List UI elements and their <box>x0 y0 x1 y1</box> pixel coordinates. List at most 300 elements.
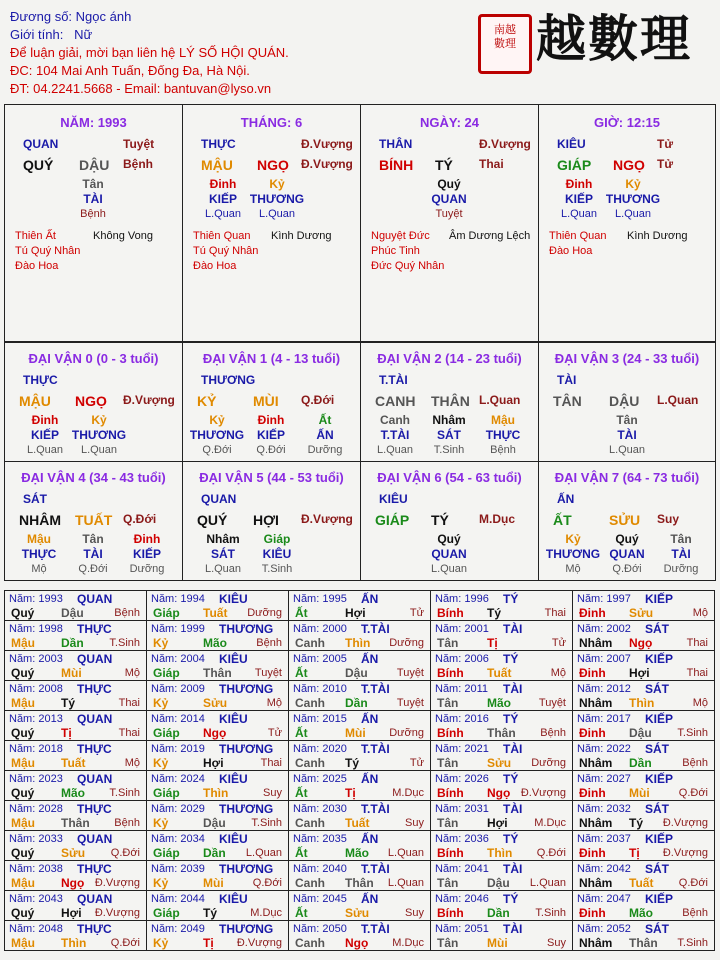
annual-branch: Dậu <box>61 606 84 620</box>
annual-branch: Mùi <box>487 936 508 950</box>
annual-branch: Sửu <box>629 606 654 620</box>
annual-branch: Dần <box>203 846 226 860</box>
contact-line-1: Để luận giải, mời bạn liên hệ LÝ SỐ HỘI QUÁN. <box>10 45 289 60</box>
annual-stem: Mậu <box>11 816 35 830</box>
annual-stem: Tân <box>437 756 459 770</box>
annual-year: Năm: 2008 <box>9 683 63 695</box>
pillar-stem: QUÝ <box>23 157 54 173</box>
annual-stem: Giáp <box>153 906 180 920</box>
dai-van-god: ẤN <box>557 492 575 506</box>
annual-god: SÁT <box>645 682 669 696</box>
annual-branch: Tị <box>345 786 356 800</box>
dai-van-stem: QUÝ <box>197 512 228 528</box>
annual-branch: Thìn <box>629 696 655 710</box>
shensha-star: Đào Hoa <box>193 260 237 272</box>
pillar-cell <box>4 104 183 342</box>
annual-year: Năm: 2025 <box>293 773 347 785</box>
annual-branch: Tuất <box>629 876 654 890</box>
annual-state: Bệnh <box>540 727 566 739</box>
annual-state: Bệnh <box>114 817 140 829</box>
dai-van-god: T.TÀI <box>379 373 408 387</box>
annual-state: T.Sinh <box>677 727 708 739</box>
annual-god: KIẾP <box>645 892 674 906</box>
dai-van-hidden-state: L.Quan <box>608 444 646 456</box>
annual-god: ẤN <box>361 712 379 726</box>
annual-god: KIẾP <box>645 772 674 786</box>
annual-branch: Mão <box>345 846 369 860</box>
dai-van-title: ĐẠI VẬN 6 (54 - 63 tuổi) <box>377 470 522 485</box>
annual-state: Thai <box>686 667 708 679</box>
dai-van-stem: NHÂM <box>19 512 61 528</box>
dai-van-stem: ẤT <box>553 512 572 528</box>
annual-god: THỰC <box>77 802 112 816</box>
annual-state: Đ.Vượng <box>520 787 566 799</box>
annual-year: Năm: 1995 <box>293 593 347 605</box>
annual-god: KIẾP <box>645 592 674 606</box>
annual-branch: Sửu <box>345 906 370 920</box>
annual-branch: Ngọ <box>345 936 369 950</box>
annual-god: THƯƠNG <box>219 742 274 756</box>
annual-cell <box>572 860 715 891</box>
annual-year: Năm: 2028 <box>9 803 63 815</box>
annual-god: KIẾP <box>645 652 674 666</box>
annual-year: Năm: 2018 <box>9 743 63 755</box>
pillar-god: KIÊU <box>557 137 586 151</box>
dai-van-branch: TUẤT <box>75 512 113 528</box>
dai-van-hidden-state: Bệnh <box>490 444 516 456</box>
header-info <box>10 8 480 98</box>
dai-van-hidden-god: THƯƠNG <box>545 547 601 561</box>
annual-stem: Mậu <box>11 876 35 890</box>
annual-year: Năm: 2036 <box>435 833 489 845</box>
annual-cell <box>146 680 289 711</box>
dai-van-state: Q.Đới <box>301 393 335 407</box>
annual-god: TÀI <box>503 622 523 636</box>
annual-branch: Tý <box>61 696 76 710</box>
annual-stem: Nhâm <box>579 876 613 890</box>
annual-branch: Dần <box>487 906 510 920</box>
annual-year: Năm: 2046 <box>435 893 489 905</box>
dai-van-hidden-stem: Kỷ <box>565 532 581 546</box>
annual-cell <box>572 710 715 741</box>
annual-cell <box>4 590 147 621</box>
annual-state: Tuyệt <box>396 667 424 679</box>
annual-cell <box>572 920 715 951</box>
annual-cell <box>4 710 147 741</box>
annual-branch: Mùi <box>61 666 82 680</box>
annual-branch: Hợi <box>345 606 366 620</box>
annual-god: KIÊU <box>219 772 248 786</box>
annual-year: Năm: 2005 <box>293 653 347 665</box>
annual-year: Năm: 2043 <box>9 893 63 905</box>
annual-cell <box>288 800 431 831</box>
contact-line-3: ĐT: 04.2241.5668 - Email: bantuvan@lyso.vn <box>10 81 272 96</box>
pillar-god: THÂN <box>379 137 413 151</box>
dai-van-branch: SỬU <box>609 512 641 528</box>
annual-branch: Tị <box>61 726 72 740</box>
annual-god: QUAN <box>77 832 113 846</box>
annual-stem: Quý <box>11 606 35 620</box>
dai-van-hidden-state: L.Quan <box>376 444 414 456</box>
annual-cell <box>4 800 147 831</box>
annual-year: Năm: 2020 <box>293 743 347 755</box>
annual-state: Mộ <box>550 667 566 679</box>
annual-god: T.TÀI <box>361 862 390 876</box>
annual-branch: Thân <box>61 816 90 830</box>
annual-stem: Tân <box>437 696 459 710</box>
annual-god: KIÊU <box>219 892 248 906</box>
annual-year: Năm: 2051 <box>435 923 489 935</box>
annual-cell <box>430 680 573 711</box>
annual-cell <box>572 890 715 921</box>
hidden-state: L.Quan <box>614 208 652 220</box>
hidden-god: THƯƠNG <box>249 192 305 206</box>
annual-branch: Tuất <box>487 666 512 680</box>
annual-cell <box>4 890 147 921</box>
annual-state: Bệnh <box>114 607 140 619</box>
pillar-branch: NGỌ <box>613 157 645 173</box>
pillar-stem: GIÁP <box>557 157 592 173</box>
annual-year: Năm: 2045 <box>293 893 347 905</box>
annual-state: L.Quan <box>387 877 424 889</box>
name-label: Đương số: <box>10 9 73 24</box>
annual-year: Năm: 2004 <box>151 653 205 665</box>
annual-year: Năm: 2006 <box>435 653 489 665</box>
annual-year: Năm: 2016 <box>435 713 489 725</box>
annual-branch: Dậu <box>629 726 652 740</box>
annual-stem: Kỷ <box>153 876 169 890</box>
annual-cell <box>288 650 431 681</box>
annual-stem: Đinh <box>579 786 606 800</box>
annual-stem: Kỷ <box>153 636 169 650</box>
dai-van-hidden-god: SÁT <box>437 428 461 442</box>
annual-branch: Dậu <box>345 666 368 680</box>
dai-van-hidden-god: THỰC <box>21 547 57 561</box>
hidden-stem: Tân <box>82 177 104 191</box>
annual-year: Năm: 2052 <box>577 923 631 935</box>
annual-year: Năm: 2002 <box>577 623 631 635</box>
dai-van-cell <box>4 342 183 462</box>
annual-branch: Mão <box>487 696 511 710</box>
annual-state: Tuyệt <box>538 697 566 709</box>
annual-god: TÝ <box>503 892 519 906</box>
annual-branch: Hợi <box>61 906 82 920</box>
dai-van-hidden-stem: Ất <box>318 413 332 427</box>
annual-state: Đ.Vượng <box>236 937 282 949</box>
annual-state: Bệnh <box>256 637 282 649</box>
annual-cell <box>288 590 431 621</box>
annual-god: TÀI <box>503 862 523 876</box>
annual-state: L.Quan <box>245 847 282 859</box>
annual-cell <box>572 680 715 711</box>
annual-stem: Tân <box>437 936 459 950</box>
annual-branch: Tị <box>629 846 640 860</box>
annual-year: Năm: 2047 <box>577 893 631 905</box>
dai-van-hidden-state: L.Quan <box>430 563 468 575</box>
annual-stem: Quý <box>11 846 35 860</box>
dai-van-hidden-god: TÀI <box>671 547 691 561</box>
hidden-state: L.Quan <box>258 208 296 220</box>
annual-god: QUAN <box>77 712 113 726</box>
annual-cell <box>572 800 715 831</box>
annual-state: Mộ <box>124 667 140 679</box>
dai-van-god: THỰC <box>23 373 58 387</box>
annual-stem: Giáp <box>153 726 180 740</box>
annual-god: ẤN <box>361 592 379 606</box>
annual-state: Mộ <box>692 607 708 619</box>
annual-stem: Canh <box>295 696 325 710</box>
annual-god: TÝ <box>503 652 519 666</box>
annual-state: L.Quan <box>387 847 424 859</box>
annual-stem: Ất <box>295 666 308 680</box>
annual-stem: Bính <box>437 666 464 680</box>
annual-state: Dưỡng <box>389 727 424 739</box>
dai-van-hidden-state: Dưỡng <box>307 444 343 456</box>
annual-state: T.Sinh <box>251 817 282 829</box>
dai-van-branch: MÙI <box>253 393 279 409</box>
annual-state: Tuyệt <box>396 697 424 709</box>
dai-van-hidden-god: SÁT <box>211 547 235 561</box>
annual-god: KIÊU <box>219 652 248 666</box>
dai-van-stem: CANH <box>375 393 416 409</box>
shensha-star: Thiên Quan <box>193 230 251 242</box>
annual-branch: Thân <box>345 876 374 890</box>
annual-year: Năm: 2019 <box>151 743 205 755</box>
pillar-branch: DẬU <box>79 157 110 173</box>
logo <box>478 6 714 76</box>
annual-stem: Tân <box>437 816 459 830</box>
annual-year: Năm: 2050 <box>293 923 347 935</box>
annual-cell <box>4 770 147 801</box>
hidden-stem: Đinh <box>209 177 237 191</box>
dai-van-hidden-god: KIẾP <box>256 428 285 442</box>
annual-cell <box>430 830 573 861</box>
annual-stem: Bính <box>437 906 464 920</box>
annual-god: THƯƠNG <box>219 802 274 816</box>
annual-god: TÀI <box>503 802 523 816</box>
annual-year: Năm: 2021 <box>435 743 489 755</box>
annual-cell <box>4 650 147 681</box>
annual-year: Năm: 2029 <box>151 803 205 815</box>
annual-year: Năm: 2003 <box>9 653 63 665</box>
annual-god: SÁT <box>645 622 669 636</box>
annual-state: Dưỡng <box>531 757 566 769</box>
annual-god: THƯƠNG <box>219 622 274 636</box>
annual-cell <box>4 680 147 711</box>
annual-year: Năm: 2022 <box>577 743 631 755</box>
annual-stem: Ất <box>295 846 308 860</box>
annual-cell <box>572 740 715 771</box>
annual-cell <box>430 920 573 951</box>
annual-stem: Nhâm <box>579 756 613 770</box>
pillar-branch: NGỌ <box>257 157 289 173</box>
annual-god: THƯƠNG <box>219 922 274 936</box>
annual-state: Suy <box>547 937 566 949</box>
annual-year: Năm: 2049 <box>151 923 205 935</box>
annual-state: Thai <box>118 727 140 739</box>
dai-van-cell <box>538 342 716 462</box>
annual-cell <box>288 740 431 771</box>
annual-god: ẤN <box>361 832 379 846</box>
annual-god: TÝ <box>503 592 519 606</box>
annual-year: Năm: 2048 <box>9 923 63 935</box>
annual-cell <box>572 620 715 651</box>
annual-stem: Giáp <box>153 666 180 680</box>
annual-god: T.TÀI <box>361 802 390 816</box>
contact-line-2: ĐC: 104 Mai Anh Tuấn, Đống Đa, Hà Nội. <box>10 63 250 78</box>
dai-van-god: TÀI <box>557 373 577 387</box>
pillar-title: THÁNG: 6 <box>240 115 303 130</box>
dai-van-hidden-stem: Nhâm <box>206 532 240 546</box>
annual-cell <box>4 920 147 951</box>
annual-cell <box>572 590 715 621</box>
dai-van-cell <box>360 342 539 462</box>
annual-state: Suy <box>263 787 282 799</box>
annual-year: Năm: 1999 <box>151 623 205 635</box>
dai-van-hidden-god: THƯƠNG <box>189 428 245 442</box>
dai-van-god: SÁT <box>23 492 47 506</box>
annual-god: ẤN <box>361 892 379 906</box>
hidden-god: QUAN <box>431 192 467 206</box>
annual-branch: Thìn <box>487 846 513 860</box>
annual-stem: Kỷ <box>153 756 169 770</box>
dai-van-hidden-stem: Tân <box>82 532 104 546</box>
hidden-god: KIẾP <box>564 192 593 206</box>
annual-branch: Mão <box>203 636 227 650</box>
annual-year: Năm: 2014 <box>151 713 205 725</box>
annual-cell <box>288 710 431 741</box>
hidden-stem: Đinh <box>565 177 593 191</box>
dai-van-cell <box>182 461 361 581</box>
annual-state: T.Sinh <box>535 907 566 919</box>
dai-van-god: QUAN <box>201 492 237 506</box>
dai-van-branch: HỢI <box>253 512 279 528</box>
annual-stem: Canh <box>295 936 325 950</box>
annual-state: M.Dục <box>250 907 282 919</box>
dai-van-hidden-stem: Canh <box>380 413 410 427</box>
annual-stem: Nhâm <box>579 696 613 710</box>
annual-state: Tử <box>409 607 424 619</box>
annual-state: Tuyệt <box>254 667 282 679</box>
dai-van-hidden-state: T.Sinh <box>433 444 465 456</box>
dai-van-hidden-stem: Quý <box>437 532 461 546</box>
annual-cell <box>430 860 573 891</box>
annual-year: Năm: 2023 <box>9 773 63 785</box>
annual-stem: Quý <box>11 666 35 680</box>
dai-van-title: ĐẠI VẬN 1 (4 - 13 tuổi) <box>202 351 341 366</box>
annual-year: Năm: 2007 <box>577 653 631 665</box>
annual-stem: Bính <box>437 606 464 620</box>
annual-cell <box>146 800 289 831</box>
shensha-star: Đức Quý Nhân <box>371 260 445 272</box>
annual-cell <box>288 890 431 921</box>
annual-god: KIẾP <box>645 712 674 726</box>
shensha-star: Tú Quý Nhân <box>15 245 81 257</box>
annual-state: T.Sinh <box>109 637 140 649</box>
dai-van-cell <box>360 461 539 581</box>
dai-van-cell <box>538 461 716 581</box>
annual-branch: Mùi <box>629 786 650 800</box>
annual-stem: Bính <box>437 726 464 740</box>
annual-stem: Mậu <box>11 636 35 650</box>
annual-branch: Thìn <box>203 786 229 800</box>
annual-stem: Canh <box>295 756 325 770</box>
annual-stem: Quý <box>11 906 35 920</box>
pillar-branch-state: Đ.Vượng <box>301 157 353 171</box>
shensha-star: Nguyệt Đức <box>371 230 430 242</box>
pillar-branch-state: Tử <box>657 157 674 171</box>
annual-god: SÁT <box>645 862 669 876</box>
hidden-god: TÀI <box>83 192 103 206</box>
annual-year: Năm: 2000 <box>293 623 347 635</box>
dai-van-cell <box>182 342 361 462</box>
annual-god: T.TÀI <box>361 742 390 756</box>
annual-branch: Sửu <box>487 756 512 770</box>
dai-van-hidden-state: Q.Đới <box>612 563 642 575</box>
dai-van-state: Q.Đới <box>123 512 157 526</box>
annual-year: Năm: 2038 <box>9 863 63 875</box>
annual-branch: Tuất <box>61 756 86 770</box>
annual-year: Năm: 2030 <box>293 803 347 815</box>
dai-van-hidden-god: QUAN <box>431 547 467 561</box>
gender-value: Nữ <box>74 27 93 42</box>
annual-cell <box>146 710 289 741</box>
annual-stem: Canh <box>295 876 325 890</box>
annual-cell <box>146 590 289 621</box>
annual-stem: Bính <box>437 786 464 800</box>
annual-state: Đ.Vượng <box>94 907 140 919</box>
pillar-stem: MẬU <box>201 157 233 173</box>
annual-cell <box>430 890 573 921</box>
dai-van-stem: MẬU <box>19 393 51 409</box>
annual-stem: Đinh <box>579 906 606 920</box>
annual-cell <box>572 770 715 801</box>
annual-state: L.Quan <box>529 877 566 889</box>
shensha-star: Thiên Quan <box>549 230 607 242</box>
shensha-star: Kình Dương <box>271 230 332 242</box>
hidden-stem: Kỷ <box>625 177 641 191</box>
annual-cell <box>146 650 289 681</box>
pillar-god: THỰC <box>201 137 236 151</box>
shensha-star: Thiên Ất <box>15 230 56 242</box>
annual-stem: Giáp <box>153 606 180 620</box>
annual-state: Q.Đới <box>678 787 708 799</box>
dai-van-title: ĐẠI VẬN 7 (64 - 73 tuổi) <box>554 470 700 485</box>
annual-branch: Tý <box>345 756 360 770</box>
annual-branch: Mùi <box>345 726 366 740</box>
pillar-stem: BÍNH <box>379 157 414 173</box>
dai-van-hidden-god: KIẾP <box>132 547 161 561</box>
annual-state: M.Dục <box>392 787 424 799</box>
annual-branch: Tý <box>629 816 644 830</box>
annual-state: Q.Đới <box>678 877 708 889</box>
annual-stem: Quý <box>11 786 35 800</box>
annual-god: KIÊU <box>219 592 248 606</box>
annual-year: Năm: 2035 <box>293 833 347 845</box>
dai-van-stem: GIÁP <box>375 512 410 528</box>
annual-year: Năm: 2034 <box>151 833 205 845</box>
annual-year: Năm: 1997 <box>577 593 631 605</box>
annual-year: Năm: 2013 <box>9 713 63 725</box>
shensha-star: Đào Hoa <box>15 260 59 272</box>
annual-stem: Kỷ <box>153 816 169 830</box>
hidden-god: THƯƠNG <box>605 192 661 206</box>
dai-van-hidden-state: T.Sinh <box>261 563 293 575</box>
dai-van-hidden-state: Mộ <box>565 563 581 575</box>
dai-van-state: Đ.Vượng <box>123 393 175 407</box>
annual-stem: Kỷ <box>153 696 169 710</box>
dai-van-hidden-god: QUAN <box>609 547 645 561</box>
